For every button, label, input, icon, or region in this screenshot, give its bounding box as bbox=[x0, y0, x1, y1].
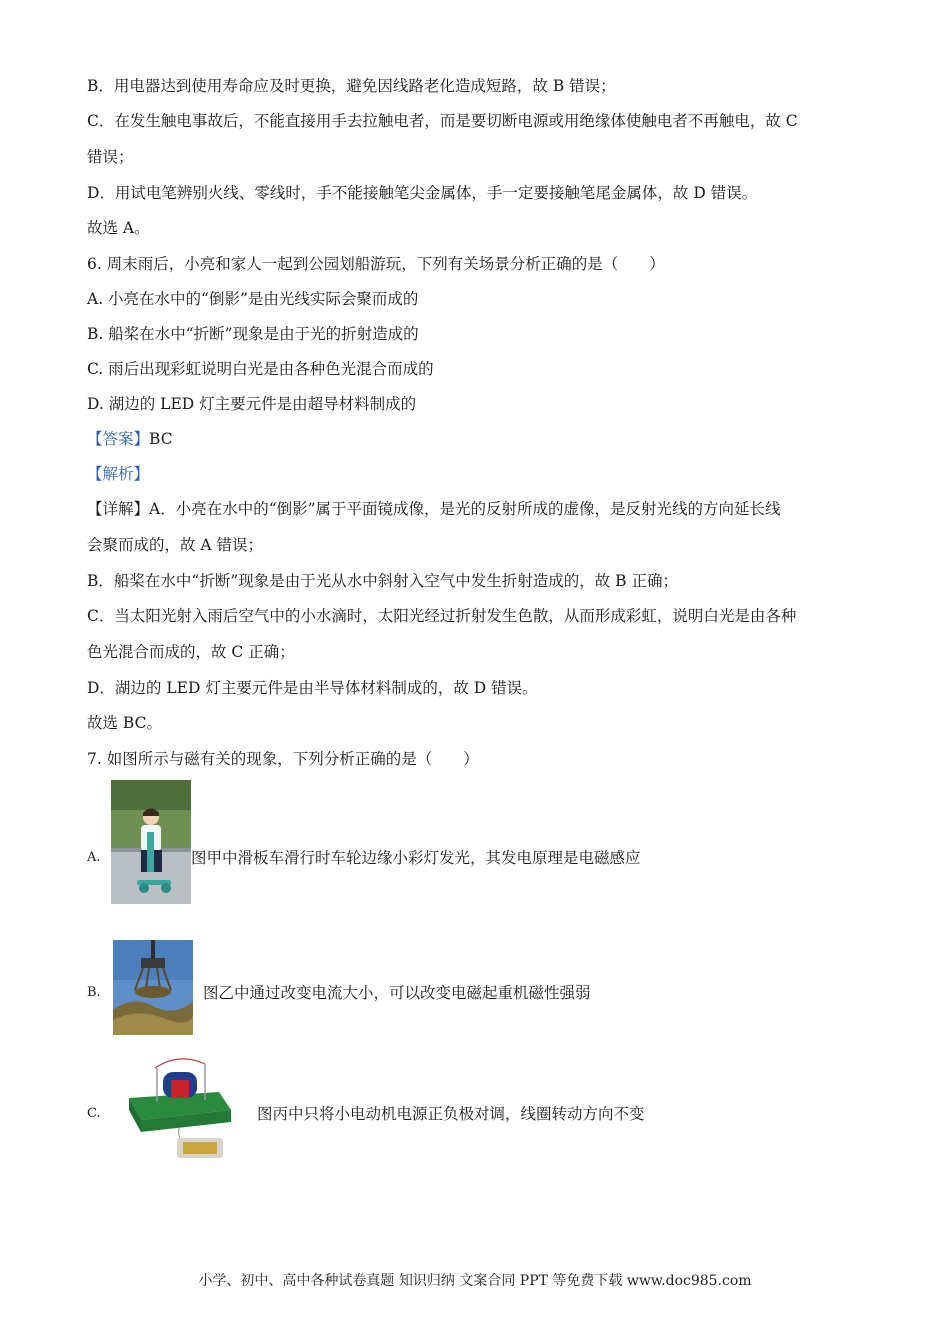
question-7-option-b bbox=[87, 981, 591, 1003]
question-7-option-a bbox=[87, 846, 641, 868]
detail-line-c-cont: 色光混合而成的，故 C 正确； bbox=[87, 643, 295, 661]
explanation-line-c-cont: 错误； bbox=[87, 148, 134, 166]
answer-label: 【答案】 bbox=[87, 430, 150, 448]
question-6-option-d: D. 湖边的 LED 灯主要元件是由超导材料制成的 bbox=[87, 395, 417, 413]
option-b-text: 图乙中通过改变电流大小，可以改变电磁起重机磁性强弱 bbox=[203, 984, 591, 1002]
option-a-letter: A. bbox=[87, 849, 101, 865]
explanation-line-d: D．用试电笔辨别火线、零线时，手不能接触笔尖金属体，手一定要接触笔尾金属体，故 D 错误。 bbox=[87, 184, 758, 202]
answer-line bbox=[87, 429, 173, 449]
question-7-option-c bbox=[87, 1102, 645, 1124]
detail-line-a-cont: 会聚而成的，故 A 错误； bbox=[87, 536, 264, 554]
conclusion-line: 故选 A。 bbox=[87, 219, 150, 237]
detail-line-a: 【详解】A．小亮在水中的“倒影”属于平面镜成像，是光的反射所成的虚像，是反射光线的方向延长线 bbox=[87, 500, 781, 518]
option-c-letter: C. bbox=[87, 1105, 101, 1121]
scooter-child-photo bbox=[111, 780, 191, 904]
analysis-label: 【解析】 bbox=[87, 465, 150, 483]
detail-conclusion: 故选 BC。 bbox=[87, 714, 162, 732]
question-6-option-c: C. 雨后出现彩虹说明白光是由各种色光混合而成的 bbox=[87, 360, 434, 378]
question-7-stem: 7. 如图所示与磁有关的现象，下列分析正确的是（ ） bbox=[87, 750, 479, 768]
detail-line-d: D．湖边的 LED 灯主要元件是由半导体材料制成的，故 D 错误。 bbox=[87, 679, 538, 697]
answer-value: BC bbox=[149, 430, 173, 448]
explanation-line-b: B．用电器达到使用寿命应及时更换，避免因线路老化造成短路，故 B 错误； bbox=[87, 77, 616, 95]
question-6-stem: 6. 周末雨后，小亮和家人一起到公园划船游玩，下列有关场景分析正确的是（ ） bbox=[87, 255, 665, 273]
page-footer: 小学、初中、高中各种试卷真题 知识归纳 文案合同 PPT 等免费下载 www.doc985.com bbox=[198, 1273, 752, 1289]
option-c-text: 图丙中只将小电动机电源正负极对调，线圈转动方向不变 bbox=[257, 1105, 645, 1123]
explanation-line-c: C．在发生触电事故后，不能直接用手去拉触电者，而是要切断电源或用绝缘体使触电者不再触电，故 C bbox=[87, 112, 798, 130]
option-a-text: 图甲中滑板车滑行时车轮边缘小彩灯发光，其发电原理是电磁感应 bbox=[191, 849, 641, 867]
option-b-letter: B. bbox=[87, 984, 101, 1000]
detail-line-c: C．当太阳光射入雨后空气中的小水滴时，太阳光经过折射发生色散，从而形成彩虹，说明白光是由各种 bbox=[87, 607, 797, 625]
question-6-option-b: B. 船桨在水中“折断”现象是由于光的折射造成的 bbox=[87, 325, 419, 343]
analysis-line bbox=[87, 464, 149, 484]
question-6-option-a: A. 小亮在水中的“倒影”是由光线实际会聚而成的 bbox=[87, 290, 419, 308]
detail-line-b: B．船桨在水中“折断”现象是由于光从水中斜射入空气中发生折射造成的，故 B 正确； bbox=[87, 572, 678, 590]
